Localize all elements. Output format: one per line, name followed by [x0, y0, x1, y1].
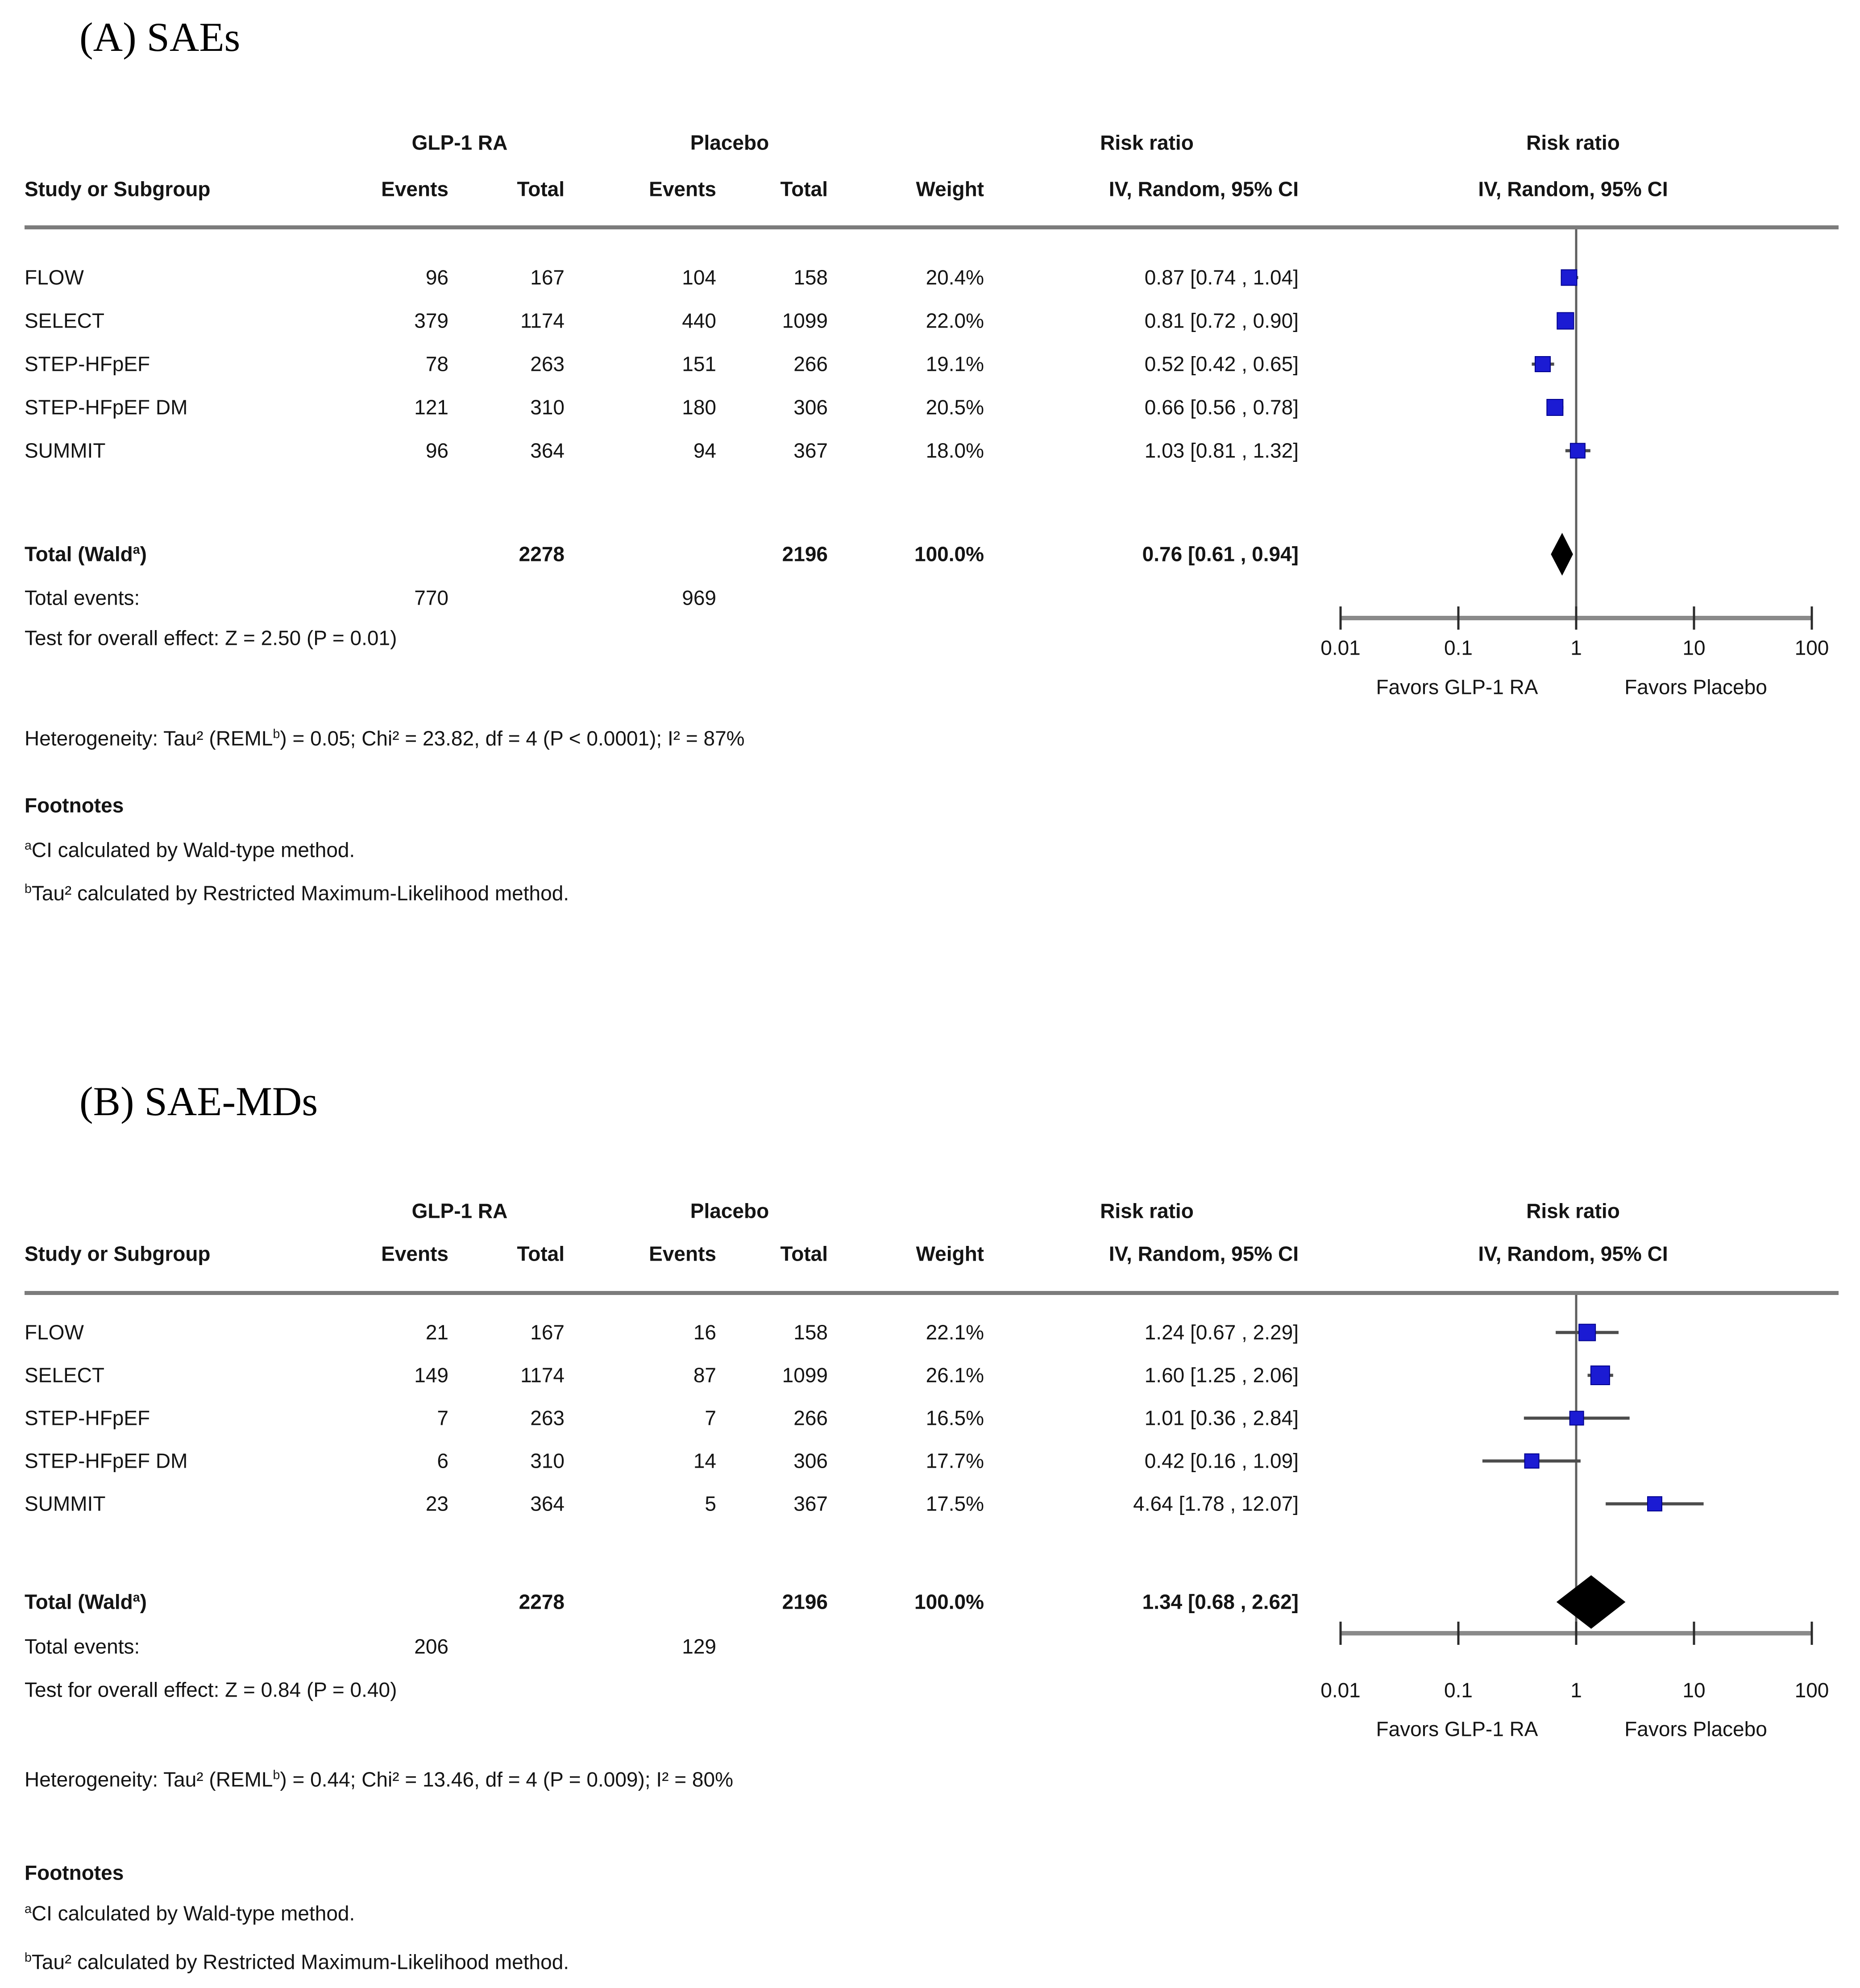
favors-right-label: Favors Placebo: [1624, 675, 1767, 699]
heterogeneity-pre: Heterogeneity: Tau² (REML: [25, 726, 273, 750]
weight-value: 20.4%: [926, 266, 984, 289]
total-label-close: ): [140, 1590, 147, 1614]
events-control-value: 440: [682, 309, 716, 332]
footnotes-heading: Footnotes: [25, 1861, 124, 1884]
events-control-value: 180: [682, 395, 716, 419]
axis-tick-label: 1: [1570, 636, 1582, 660]
events-treatment-value: 78: [425, 352, 448, 376]
column-header-events-control: Events: [649, 177, 716, 201]
estimate-ci-text: 0.42 [0.16 , 1.09]: [1144, 1449, 1299, 1473]
favors-right-label: Favors Placebo: [1624, 1717, 1767, 1741]
effect-marker: [1561, 270, 1577, 286]
column-header-ci-text: IV, Random, 95% CI: [1109, 177, 1299, 201]
total-treatment-value: 364: [530, 1492, 565, 1515]
estimate-ci-text: 1.24 [0.67 , 2.29]: [1144, 1320, 1299, 1344]
weight-value: 17.7%: [926, 1449, 984, 1473]
column-header-total-treatment: Total: [517, 177, 565, 201]
axis-tick-label: 0.01: [1320, 1678, 1361, 1702]
footnote-b: [25, 882, 569, 905]
group-header-risk-ratio-text: Risk ratio: [1100, 131, 1194, 154]
footnote-b: [25, 1951, 569, 1974]
total-row-label: [25, 1590, 147, 1614]
axis-tick-label: 10: [1682, 636, 1706, 660]
footnote-a-mark: a: [25, 1902, 32, 1917]
footnote-b-mark: b: [25, 1951, 32, 1965]
total-events-label: Total events:: [25, 1635, 140, 1658]
column-header-study: Study or Subgroup: [25, 1242, 211, 1266]
total-events-label: Total events:: [25, 586, 140, 610]
footnote-b-mark: b: [25, 882, 32, 896]
heterogeneity-footnote-mark: b: [273, 1768, 280, 1783]
axis-tick-label: 100: [1794, 1678, 1829, 1702]
weight-value: 16.5%: [926, 1406, 984, 1430]
total-control-value: 266: [793, 352, 828, 376]
total-weight: 100.0%: [914, 542, 984, 566]
total-control-value: 1099: [782, 1363, 828, 1387]
group-header-control: Placebo: [690, 1199, 769, 1223]
total-treatment-n: 2278: [519, 542, 565, 566]
footnote-a-text: CI calculated by Wald-type method.: [31, 1901, 355, 1925]
study-label: SELECT: [25, 309, 104, 332]
weight-value: 17.5%: [926, 1492, 984, 1515]
weight-value: 19.1%: [926, 352, 984, 376]
effect-marker: [1570, 444, 1585, 458]
weight-value: 22.1%: [926, 1320, 984, 1344]
total-events-treatment: 770: [414, 586, 448, 610]
study-label: FLOW: [25, 266, 84, 289]
heterogeneity-footnote-mark: b: [273, 727, 280, 742]
study-label: STEP-HFpEF DM: [25, 395, 188, 419]
total-treatment-value: 310: [530, 395, 565, 419]
estimate-ci-text: 1.60 [1.25 , 2.06]: [1144, 1363, 1299, 1387]
total-estimate-text: 1.34 [0.68 , 2.62]: [1142, 1590, 1299, 1614]
column-header-study: Study or Subgroup: [25, 177, 211, 201]
weight-value: 20.5%: [926, 395, 984, 419]
study-label: SELECT: [25, 1363, 104, 1387]
effect-marker: [1535, 357, 1550, 372]
group-header-risk-ratio-plot: Risk ratio: [1526, 1199, 1620, 1223]
heterogeneity-post: ) = 0.44; Chi² = 13.46, df = 4 (P = 0.009); I² = 80%: [280, 1768, 733, 1791]
events-control-value: 94: [693, 439, 716, 462]
total-label-text: Total (Wald: [25, 1590, 133, 1614]
events-control-value: 151: [682, 352, 716, 376]
events-treatment-value: 149: [414, 1363, 448, 1387]
estimate-ci-text: 1.01 [0.36 , 2.84]: [1144, 1406, 1299, 1430]
total-treatment-value: 167: [530, 1320, 565, 1344]
footnotes-heading: Footnotes: [25, 793, 124, 817]
column-header-ci-plot: IV, Random, 95% CI: [1478, 1242, 1668, 1266]
total-control-n: 2196: [782, 542, 828, 566]
events-treatment-value: 6: [437, 1449, 448, 1473]
total-estimate-text: 0.76 [0.61 , 0.94]: [1142, 542, 1299, 566]
total-events-treatment: 206: [414, 1635, 448, 1658]
panel-title: (A) SAEs: [79, 14, 241, 60]
axis-tick-label: 0.01: [1320, 636, 1361, 660]
total-treatment-value: 364: [530, 439, 565, 462]
total-treatment-n: 2278: [519, 1590, 565, 1614]
footnote-a-mark: a: [25, 838, 32, 853]
effect-marker: [1557, 313, 1574, 329]
heterogeneity-pre: Heterogeneity: Tau² (REML: [25, 1768, 273, 1791]
events-control-value: 16: [693, 1320, 716, 1344]
estimate-ci-text: 1.03 [0.81 , 1.32]: [1144, 439, 1299, 462]
total-control-value: 158: [793, 1320, 828, 1344]
weight-value: 22.0%: [926, 309, 984, 332]
effect-marker: [1570, 1411, 1584, 1425]
study-label: STEP-HFpEF: [25, 352, 150, 376]
column-header-total-control: Total: [780, 177, 828, 201]
total-label-footnote-mark: a: [133, 1590, 140, 1605]
effect-marker: [1591, 1366, 1610, 1385]
axis-tick-label: 0.1: [1444, 1678, 1473, 1702]
events-treatment-value: 21: [425, 1320, 448, 1344]
total-label-footnote-mark: a: [133, 543, 140, 557]
effect-marker: [1579, 1324, 1595, 1341]
footnote-b-text: Tau² calculated by Restricted Maximum-Likelihood method.: [31, 881, 569, 905]
group-header-treatment: GLP-1 RA: [411, 1199, 508, 1223]
total-control-n: 2196: [782, 1590, 828, 1614]
total-row-label: [25, 543, 147, 566]
column-header-events-treatment: Events: [381, 177, 448, 201]
column-header-events-control: Events: [649, 1242, 716, 1266]
axis-tick-label: 0.1: [1444, 636, 1473, 660]
column-header-events-treatment: Events: [381, 1242, 448, 1266]
total-diamond: [1557, 1575, 1626, 1629]
axis-tick-label: 10: [1682, 1678, 1706, 1702]
total-control-value: 367: [793, 1492, 828, 1515]
heterogeneity-text: [25, 727, 745, 751]
total-control-value: 1099: [782, 309, 828, 332]
heterogeneity-post: ) = 0.05; Chi² = 23.82, df = 4 (P < 0.0001); I² = 87%: [280, 726, 745, 750]
study-label: STEP-HFpEF DM: [25, 1449, 188, 1473]
events-treatment-value: 23: [425, 1492, 448, 1515]
column-header-weight: Weight: [916, 1242, 984, 1266]
group-header-risk-ratio-plot: Risk ratio: [1526, 131, 1620, 154]
column-header-total-treatment: Total: [517, 1242, 565, 1266]
events-treatment-value: 379: [414, 309, 448, 332]
total-control-value: 367: [793, 439, 828, 462]
events-control-value: 104: [682, 266, 716, 289]
study-label: SUMMIT: [25, 1492, 106, 1515]
study-label: FLOW: [25, 1320, 84, 1344]
footnote-a-text: CI calculated by Wald-type method.: [31, 838, 355, 862]
column-header-ci-plot: IV, Random, 95% CI: [1478, 177, 1668, 201]
events-control-value: 5: [705, 1492, 716, 1515]
events-treatment-value: 7: [437, 1406, 448, 1430]
total-control-value: 306: [793, 1449, 828, 1473]
panel-title: (B) SAE-MDs: [79, 1079, 318, 1124]
total-control-value: 158: [793, 266, 828, 289]
footnote-b-text: Tau² calculated by Restricted Maximum-Likelihood method.: [31, 1950, 569, 1974]
events-treatment-value: 96: [425, 266, 448, 289]
total-control-value: 306: [793, 395, 828, 419]
axis-tick-label: 100: [1794, 636, 1829, 660]
favors-left-label: Favors GLP-1 RA: [1376, 1717, 1538, 1741]
events-treatment-value: 121: [414, 395, 448, 419]
total-weight: 100.0%: [914, 1590, 984, 1614]
estimate-ci-text: 4.64 [1.78 , 12.07]: [1133, 1492, 1299, 1515]
total-treatment-value: 167: [530, 266, 565, 289]
favors-left-label: Favors GLP-1 RA: [1376, 675, 1538, 699]
footnote-a: [25, 838, 355, 862]
column-header-total-control: Total: [780, 1242, 828, 1266]
total-diamond: [1551, 533, 1573, 576]
header-rule: [25, 1291, 1839, 1295]
group-header-control: Placebo: [690, 131, 769, 154]
events-treatment-value: 96: [425, 439, 448, 462]
column-header-ci-text: IV, Random, 95% CI: [1109, 1242, 1299, 1266]
column-header-weight: Weight: [916, 177, 984, 201]
total-treatment-value: 263: [530, 352, 565, 376]
header-rule: [25, 225, 1839, 229]
total-events-control: 969: [682, 586, 716, 610]
study-label: STEP-HFpEF: [25, 1406, 150, 1430]
total-treatment-value: 310: [530, 1449, 565, 1473]
heterogeneity-text: [25, 1768, 733, 1792]
estimate-ci-text: 0.87 [0.74 , 1.04]: [1144, 266, 1299, 289]
total-control-value: 266: [793, 1406, 828, 1430]
footnote-a: [25, 1902, 355, 1926]
estimate-ci-text: 0.52 [0.42 , 0.65]: [1144, 352, 1299, 376]
study-label: SUMMIT: [25, 439, 106, 462]
effect-marker: [1547, 399, 1563, 415]
total-treatment-value: 1174: [520, 309, 565, 332]
total-treatment-value: 1174: [520, 1363, 565, 1387]
estimate-ci-text: 0.81 [0.72 , 0.90]: [1144, 309, 1299, 332]
weight-value: 26.1%: [926, 1363, 984, 1387]
weight-value: 18.0%: [926, 439, 984, 462]
effect-marker: [1525, 1454, 1539, 1468]
total-treatment-value: 263: [530, 1406, 565, 1430]
events-control-value: 14: [693, 1449, 716, 1473]
total-events-control: 129: [682, 1635, 716, 1658]
overall-effect-text: Test for overall effect: Z = 2.50 (P = 0.01): [25, 626, 397, 650]
group-header-treatment: GLP-1 RA: [411, 131, 508, 154]
axis-tick-label: 1: [1570, 1678, 1582, 1702]
events-control-value: 87: [693, 1363, 716, 1387]
total-label-text: Total (Wald: [25, 542, 133, 566]
overall-effect-text: Test for overall effect: Z = 0.84 (P = 0.40): [25, 1678, 397, 1702]
total-label-close: ): [140, 542, 147, 566]
events-control-value: 7: [705, 1406, 716, 1430]
effect-marker: [1648, 1497, 1662, 1511]
group-header-risk-ratio-text: Risk ratio: [1100, 1199, 1194, 1223]
estimate-ci-text: 0.66 [0.56 , 0.78]: [1144, 395, 1299, 419]
